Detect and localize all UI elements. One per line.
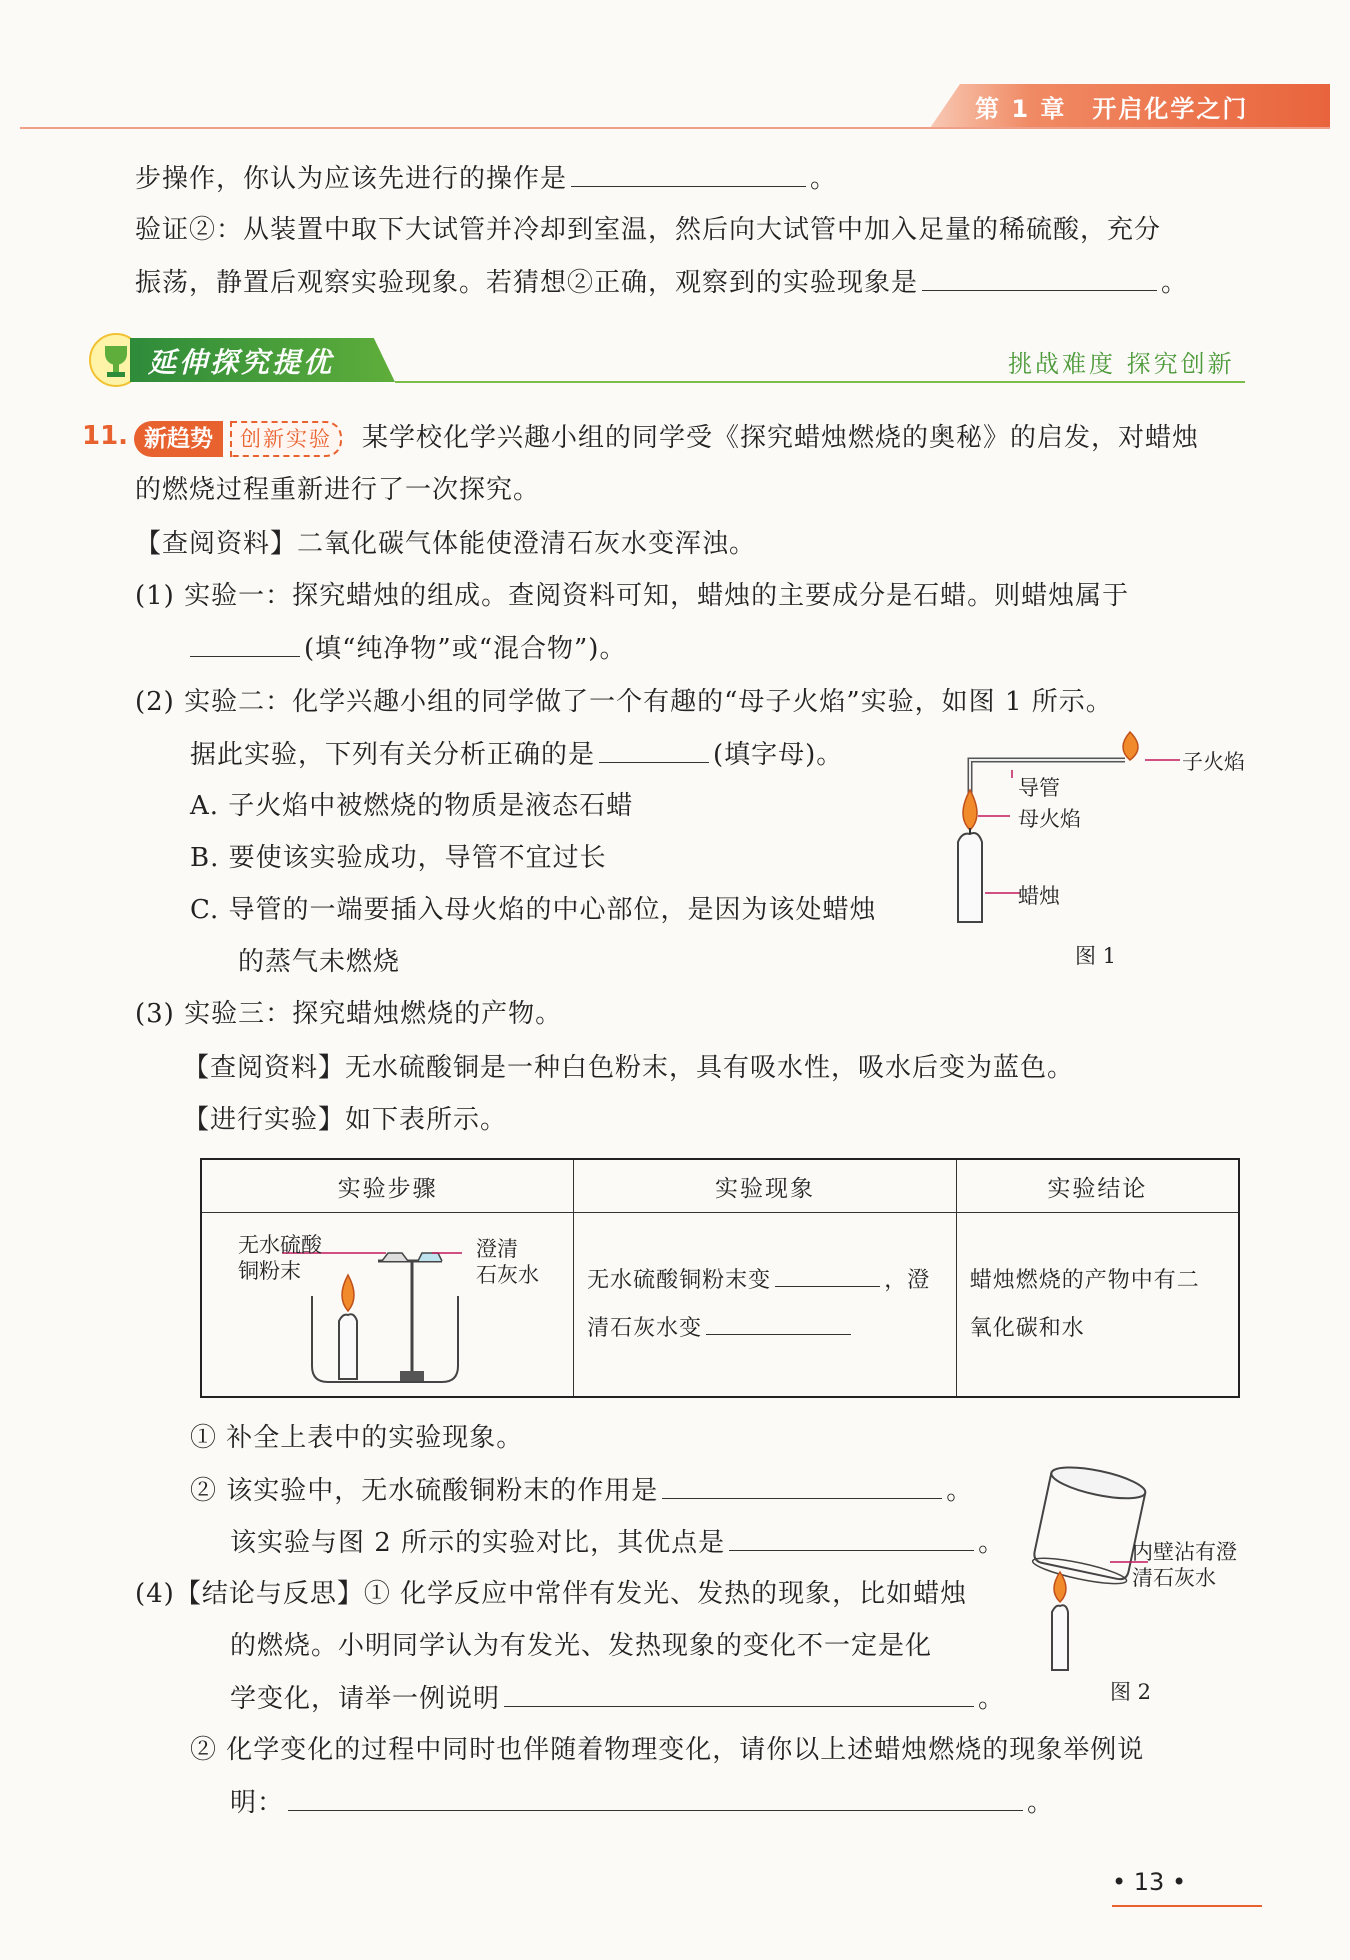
table-header-row [201, 1159, 1239, 1213]
q11-stem-1: 某学校化学兴趣小组的同学受《探究蜡烛燃烧的奥秘》的启发，对蜡烛 [362, 423, 1200, 453]
q11-part1-a: (1) 实验一：探究蜡烛的组成。查阅资料可知，蜡烛的主要成分是石蜡。则蜡烛属于 [135, 581, 1130, 611]
chapter-title: 第 1 章 开启化学之门 [975, 95, 1249, 123]
label-child-flame: 子火焰 [1182, 750, 1245, 774]
flame-icon [342, 1275, 354, 1311]
top-line-3: 振荡，静置后观察实验现象。若猜想②正确，观察到的实验现象是 。 [135, 264, 1188, 301]
flame-icon [1054, 1572, 1066, 1602]
cuso4-dish-icon [382, 1253, 408, 1261]
sub-question-2b: 该实验与图 2 所示的实验对比，其优点是 。 [230, 1524, 1005, 1561]
label-inner-wall-1: 内壁沾有澄 [1132, 1540, 1237, 1564]
figure-2-caption: 图 2 [1110, 1680, 1152, 1704]
label-mother-flame: 母火焰 [1018, 807, 1081, 831]
answer-blank[interactable] [288, 1784, 1023, 1811]
sub-question-2a: ② 该实验中，无水硫酸铜粉末的作用是 。 [190, 1472, 973, 1509]
q11-reference: 【查阅资料】二氧化碳气体能使澄清石灰水变浑浊。 [135, 529, 757, 559]
section-title: 延伸探究提优 [148, 346, 335, 379]
banner-rule [395, 381, 1245, 383]
figure-1-caption: 图 1 [1075, 944, 1117, 968]
tag-innovation: 创新实验 [230, 421, 342, 457]
top-line-1: 步操作，你认为应该先进行的操作是 。 [135, 160, 837, 197]
answer-blank[interactable] [775, 1264, 880, 1287]
answer-blank[interactable] [706, 1312, 851, 1335]
candle-icon [958, 833, 982, 922]
answer-blank[interactable] [571, 160, 806, 187]
q11-part3-reference: 【查阅资料】无水硫酸铜是一种白色粉末，具有吸水性，吸水后变为蓝色。 [183, 1053, 1075, 1083]
answer-blank[interactable] [729, 1524, 974, 1551]
q11-part4-c: 学变化，请举一例说明 。 [230, 1680, 1005, 1717]
q11-part3: (3) 实验三：探究蜡烛燃烧的产物。 [135, 999, 563, 1029]
q11-part4-d: ② 化学变化的过程中同时也伴随着物理变化，请你以上述蜡烛燃烧的现象举例说 [190, 1735, 1145, 1765]
label-lime-line1: 澄清 [476, 1237, 518, 1261]
lime-water-dish-icon [418, 1253, 442, 1261]
candle-icon [1052, 1605, 1068, 1670]
child-flame-icon [1123, 732, 1138, 760]
label-inner-wall-2: 清石灰水 [1132, 1566, 1216, 1590]
q11-stem-2: 的燃烧过程重新进行了一次探究。 [135, 475, 541, 505]
option-c-line1: C. 导管的一端要插入母火焰的中心部位，是因为该处蜡烛 [190, 895, 877, 925]
answer-blank[interactable] [504, 1680, 974, 1707]
mother-flame-icon [963, 790, 977, 830]
q11-part4-b: 的燃烧。小明同学认为有发光、发热现象的变化不一定是化 [230, 1631, 933, 1661]
experiment-table [200, 1158, 1240, 1398]
q11-part3-experiment: 【进行实验】如下表所示。 [183, 1105, 508, 1135]
question-number: 11. [82, 421, 129, 451]
candle-icon [339, 1314, 357, 1379]
option-c-line2: 的蒸气未燃烧 [238, 947, 401, 977]
label-tube: 导管 [1018, 776, 1060, 800]
table-cell-step [201, 1213, 574, 1398]
table-header: 实验结论 [956, 1159, 1239, 1213]
answer-blank[interactable] [662, 1472, 942, 1499]
table-cell-phenomenon: 无水硫酸铜粉末变 ，澄 清石灰水变 [574, 1213, 957, 1398]
q11-part4-a: (4)【结论与反思】① 化学反应中常伴有发光、发热的现象，比如蜡烛 [135, 1579, 968, 1609]
answer-blank[interactable] [190, 630, 300, 657]
label-cuso4-line1: 无水硫酸 [238, 1233, 322, 1257]
q11-part4-e: 明： 。 [230, 1784, 1054, 1821]
option-b: B. 要使该实验成功，导管不宜过长 [190, 843, 607, 873]
label-lime-line2: 石灰水 [476, 1263, 539, 1287]
sub-question-1: ① 补全上表中的实验现象。 [190, 1423, 524, 1453]
section-subtitle: 挑战难度 探究创新 [1008, 350, 1235, 378]
q11-part2-a: (2) 实验二：化学兴趣小组的同学做了一个有趣的“母子火焰”实验，如图 1 所示。 [135, 687, 1113, 717]
table-header: 实验现象 [574, 1159, 957, 1213]
answer-blank[interactable] [599, 736, 709, 763]
q11-part2-b: 据此实验，下列有关分析正确的是 (填字母)。 [190, 736, 843, 773]
page-rule [1112, 1905, 1262, 1907]
answer-blank[interactable] [922, 264, 1157, 291]
option-a: A. 子火焰中被燃烧的物质是液态石蜡 [190, 791, 634, 821]
tag-trend: 新趋势 [134, 421, 223, 457]
page-number: • 13 • [1112, 1868, 1187, 1896]
label-cuso4-line2: 铜粉末 [238, 1259, 301, 1283]
table-header: 实验步骤 [201, 1159, 574, 1213]
header-rule [20, 127, 1330, 129]
table-cell-conclusion: 蜡烛燃烧的产物中有二 氧化碳和水 [956, 1213, 1239, 1398]
top-line-2: 验证②：从装置中取下大试管并冷却到室温，然后向大试管中加入足量的稀硫酸，充分 [135, 215, 1162, 245]
label-candle: 蜡烛 [1018, 884, 1060, 908]
q11-part1-b: (填“纯净物”或“混合物”)。 [190, 630, 626, 667]
table-row [201, 1213, 1239, 1398]
